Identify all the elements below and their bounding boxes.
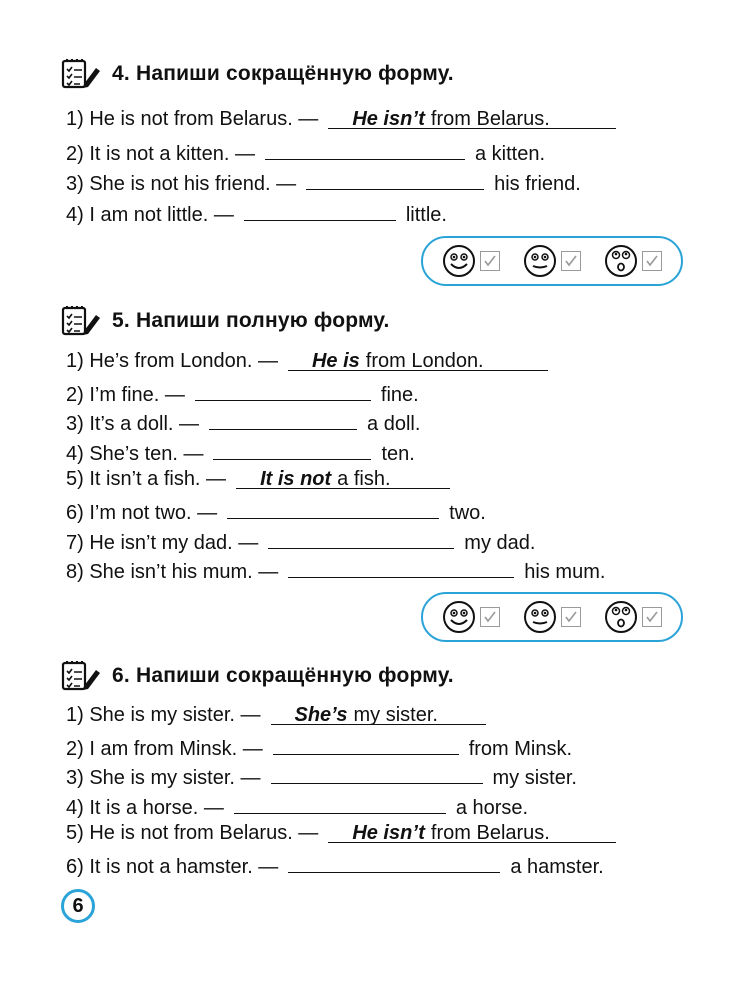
exercise-line [66,380,419,407]
rating-checkbox[interactable] [642,251,662,271]
task-4-header [60,58,454,90]
answer-blank[interactable] [271,704,486,725]
exercise-tail: a doll. [367,413,421,436]
exercise-tail: little. [405,203,447,226]
exercise-line [66,557,605,584]
task-6-header [60,660,454,692]
exercise-line [66,108,616,131]
exercise-tail: my sister. [492,767,577,790]
answer-blank[interactable] [273,734,459,755]
exercise-line [66,704,486,727]
answer-blank[interactable] [306,169,484,190]
answer-sample: It is not [260,468,332,491]
answer-blank[interactable] [244,200,396,221]
exercise-prompt: 2) It is not a kitten. — [66,142,255,165]
answer-sample: He isn’t [352,108,425,130]
exercise-prompt: 2) I am from Minsk. — [66,737,263,760]
answer-sample: He isn’t [352,822,425,845]
rating-checkbox[interactable] [480,607,500,627]
self-assessment-2 [421,592,683,642]
task-5-title: 5. Напиши полную форму. [112,309,390,332]
exercise-tail: fine. [380,383,419,406]
answer-blank[interactable] [213,439,371,460]
answer-blank[interactable] [236,468,450,489]
answer-blank[interactable] [234,793,446,814]
exercise-tail: his friend. [494,173,581,195]
exercise-tail: two. [449,502,486,524]
answer-rest: from London. [365,350,484,372]
answer-blank[interactable] [265,139,465,160]
exercise-line [66,822,616,845]
answer-blank[interactable] [209,409,357,430]
exercise-tail: ten. [381,442,415,465]
notebook-pencil-icon [60,58,102,90]
exercise-prompt: 5) It isn’t a fish. — [66,468,227,491]
exercise-tail: my dad. [464,531,536,554]
rating-checkbox[interactable] [480,251,500,271]
answer-blank[interactable] [328,108,616,129]
exercise-tail: a kitten. [474,142,546,165]
answer-rest: from Belarus. [430,108,550,130]
exercise-prompt: 7) He isn’t my dad. — [66,531,259,554]
answer-rest: a fish. [337,468,391,491]
exercise-line [66,734,572,761]
exercise-prompt: 2) I’m fine. — [66,383,185,406]
answer-blank[interactable] [328,822,616,843]
exercise-prompt: 1) He’s from London. — [66,350,278,372]
exercise-prompt: 6) I’m not two. — [66,502,218,524]
exercise-prompt: 4) I am not little. — [66,203,234,226]
exercise-line [66,763,577,790]
task-5-header [60,305,390,337]
neutral-face-icon[interactable] [523,600,557,634]
neutral-face-icon[interactable] [523,244,557,278]
exercise-tail: his mum. [524,561,606,584]
rating-checkbox[interactable] [642,607,662,627]
exercise-prompt: 3) She is not his friend. — [66,173,297,195]
exercise-tail: a hamster. [510,856,604,878]
answer-blank[interactable] [288,350,548,371]
answer-blank[interactable] [227,498,439,519]
exercise-prompt: 5) He is not from Belarus. — [66,822,319,845]
answer-blank[interactable] [195,380,371,401]
exercise-prompt: 4) It is a horse. — [66,796,224,819]
exercise-line [66,793,528,820]
task-6-title: 6. Напиши сокращённую форму. [112,664,454,687]
rating-checkbox[interactable] [561,607,581,627]
notebook-pencil-icon [60,660,102,692]
answer-blank[interactable] [288,852,500,873]
answer-rest: my sister. [353,704,438,726]
answer-rest: from Belarus. [430,822,550,845]
exercise-prompt: 1) She is my sister. — [66,704,261,726]
answer-blank[interactable] [268,528,454,549]
exercise-line [66,169,581,196]
exercise-line [66,350,548,373]
task-4-title: 4. Напиши сокращённую форму. [112,62,454,85]
exercise-line [66,139,545,166]
happy-face-icon[interactable] [442,244,476,278]
rating-checkbox[interactable] [561,251,581,271]
exercise-prompt: 3) She is my sister. — [66,767,261,790]
exercise-line [66,200,447,227]
answer-blank[interactable] [271,763,483,784]
surprised-face-icon[interactable] [604,600,638,634]
exercise-line [66,528,535,555]
notebook-pencil-icon [60,305,102,337]
exercise-line [66,498,486,525]
exercise-tail: a horse. [455,796,529,819]
answer-sample: She’s [294,704,348,726]
exercise-prompt: 8) She isn’t his mum. — [66,561,279,584]
answer-blank[interactable] [288,557,514,578]
exercise-line [66,852,604,879]
surprised-face-icon[interactable] [604,244,638,278]
happy-face-icon[interactable] [442,600,476,634]
exercise-line [66,439,415,466]
exercise-line [66,409,420,436]
answer-sample: He is [311,350,360,372]
self-assessment-1 [421,236,683,286]
exercise-prompt: 3) It’s a doll. — [66,413,200,436]
exercise-prompt: 1) He is not from Belarus. — [66,108,319,130]
exercise-prompt: 6) It is not a hamster. — [66,856,279,878]
exercise-prompt: 4) She’s ten. — [66,442,204,465]
exercise-tail: from Minsk. [468,737,573,760]
exercise-line [66,468,450,491]
page-number: 6 [61,889,95,923]
